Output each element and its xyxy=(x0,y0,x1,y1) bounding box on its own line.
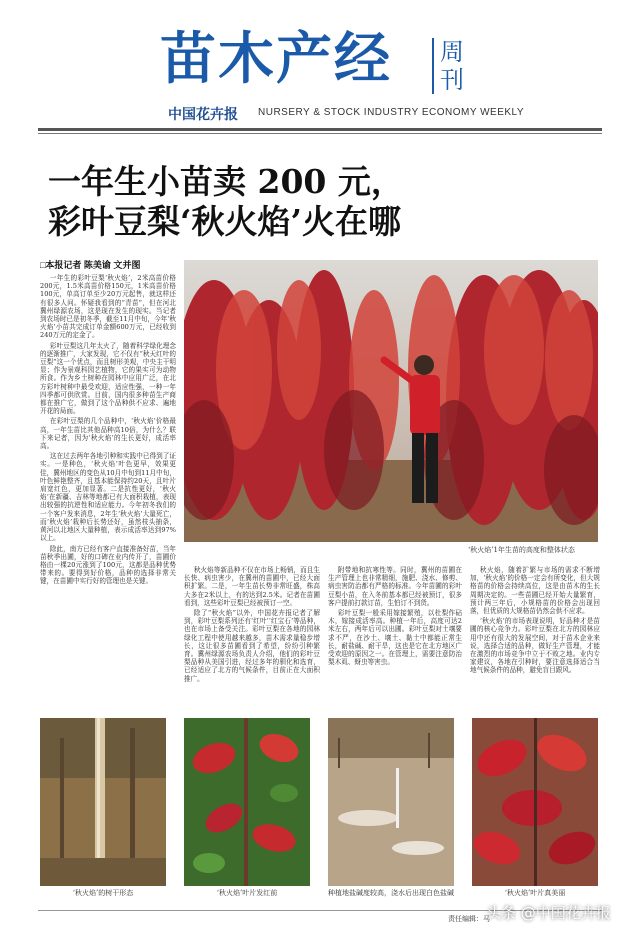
photo-red-leaves-illustration xyxy=(472,718,598,886)
photo-soil-caption: 种植地盐碱度较高，浇水后出现白色盐碱 xyxy=(328,889,454,897)
photo-leaves-illustration xyxy=(184,718,310,886)
paragraph: 彩叶豆梨这几年太火了，随着科学绿化理念的逐渐推广，大家发现，它不仅有“秋天红叶的豆梨”这一个优点，而且树形美观，中央主干明显；作为景观科园艺植物，它的果实可为动物所食。作为乡土树种在园林中应用广泛，在北方彩叶树种中最受欢迎，适应性强，一种一年四季都可供欣赏。目前，国内很多种苗生产商都在推广它，做到了这个品种供不应求、遍地开花的局面。 xyxy=(40,341,176,416)
header-rule xyxy=(38,128,602,131)
paragraph: 秋火焰，随着扩繁与市场的需求不断增加，‘秋火焰’的价格一定会有所变化，但大规格苗的价格会持续高位，这是由苗木的生长周期决定的。一些苗圃已经开始大量繁育，预计两三年后，小规格苗的价格会出现回落，但优质的大规格苗仍然会供不应求。 xyxy=(470,566,600,616)
text-column-1 xyxy=(40,274,176,710)
main-photo-red-saplings xyxy=(184,260,598,542)
photo-trunk-illustration xyxy=(40,718,166,886)
watermark: 头条 @中国花卉报 xyxy=(486,904,611,922)
photo-leaves-green xyxy=(184,718,310,886)
photo-leaves-caption: ‘秋火焰’叶片发红前 xyxy=(216,889,278,897)
paragraph: 除了“秋火焰”以外，中国花卉报记者了解到，彩叶豆梨系列还有‘红叶’‘红宝石’等品种，也在市场上备受关注。彩叶豆梨在各地的园林绿化工程中使用越来越多，苗木需求量稳步增长，这让很多苗圃看到了希望，纷纷引种繁育。冀州绿源农场负责人介绍，他们的彩叶豆梨品种从美国引进，经过多年的驯化和选育，已经适应了北方的气候条件，目前正在大面积推广。 xyxy=(184,609,320,683)
masthead-english: NURSERY & STOCK INDUSTRY ECONOMY WEEKLY xyxy=(258,107,525,118)
paragraph: 附带地和抗寒性等。同时，冀州的苗圃在生产管理上也非常精细，施肥、浇水、修剪、病虫害防治都有严格的标准。今年苗圃的彩叶豆梨小苗，在入冬前基本都已经被预订，很多客户提前打款订苗，生怕订不到货。 xyxy=(328,566,462,607)
article-headline xyxy=(48,162,404,242)
paragraph: ‘秋火焰’的市场表现说明，好品种才是苗圃的核心竞争力。彩叶豆梨在北方的园林应用中还有很大的发展空间，对于苗木企业来说，选择合适的品种，做好生产管理，才能在激烈的市场竞争中立于不败之地。业内专家建议，各地在引种时，要注意选择适合当地气候条件的品种，避免盲目跟风。 xyxy=(470,617,600,675)
paragraph: 秋火焰等新品种不仅在市场上畅销，而且生长快、病虫害少，在冀州的苗圃中，已经大面积扩繁。二是，一年生苗长势非常旺盛，株高大多在2米以上，有的达到2.5米。记者在苗圃看到，这些彩叶豆梨已经被预订一空。 xyxy=(184,566,320,607)
headline-line-2: 彩叶豆梨‘秋火焰’火在哪 xyxy=(48,202,401,241)
paragraph: 彩叶豆梨一般采用嫁接繁殖，以杜梨作砧木，嫁接成活率高。种植一年后，高度可达2米左右，两年后可以出圃。彩叶豆梨对土壤要求不严，在沙土、壤土、黏土中都能正常生长，耐盐碱、耐干旱，这也是它在北方地区广受欢迎的原因之一。在管理上，需要注意防治梨木虱、蚜虫等害虫。 xyxy=(328,609,462,667)
header-rule-thin xyxy=(38,133,602,134)
text-column-3 xyxy=(328,566,462,712)
newspaper-logo: 中国花卉报 xyxy=(168,107,238,123)
main-photo-illustration xyxy=(184,260,598,542)
photo-red-leaves-caption: ‘秋火焰’叶片真美丽 xyxy=(504,889,566,897)
paragraph: 这在过去两年各地引种和实践中已得到了证实。一是种色，‘秋火焰’叶色更早，效果更佳，冀州地区的变色从10月中旬到11月中旬，叶色鲜艳整齐，且基本能保持约20天，且叶片肩宽红色，更加显著。二是抗性更好，‘秋火焰’在新疆、吉林等地都已有大面积栽植，表现出较强的抗逆性和适应能力。今年初冬我们的一个客户发来消息，2年生‘秋火焰’大量死亡，而‘秋火焰’栽种后长势还好，虽然枝头抽条，黄河以北地区大量种植，表示成活率达到97%以上。 xyxy=(40,452,176,543)
photo-trunk-caption: ‘秋火焰’的树干形态 xyxy=(72,889,134,897)
text-column-2 xyxy=(184,566,320,712)
headline-line-1: 一年生小苗卖 200 元， xyxy=(48,162,404,201)
photo-saline-soil xyxy=(328,718,454,886)
photo-soil-illustration xyxy=(328,718,454,886)
masthead-weekly-label: 周刊 xyxy=(432,38,484,94)
photo-red-leaves xyxy=(472,718,598,886)
main-photo-caption: ‘秋火焰’1年生苗的高度和整体状态 xyxy=(468,546,575,554)
photo-trunk xyxy=(40,718,166,886)
paragraph: 除此，南方已经有客户直接准备好苗，当年苗秋季出圃，好的口碑在业内传开了，苗圃价格由一棵20元涨到了100元，这都是品种优势带来的。要得到好价格，品种的选择非常关键，在苗圃中实行好的管理也是关键。 xyxy=(40,544,176,586)
paragraph: 在彩叶豆梨的几个品种中，‘秋火焰’价格最高，一年生苗比其他品种高10倍，为什么？联下来记者，因为‘秋火焰’的生长更好，成活率高。 xyxy=(40,417,176,451)
editor-credit: 责任编辑：马 xyxy=(448,915,490,923)
byline: □本报记者 陈美谕 文并图 xyxy=(40,260,141,270)
masthead-title: 苗木产经 xyxy=(160,27,392,92)
paragraph: 一年生的彩叶豆梨‘秋火焰’，2米高苗价格200元，1.5米高苗价格150元，1米高苗价格100元，单高订单至少20万元起售，就这样还有很多人问。怀疑我看到的“青苗”，但在河北冀州绿源农场，这是现在发生的现实。当记者到农场时已是初冬季，截至11月中旬，今年‘秋火焰’小苗共完成订单金额600万元，已经收到240万元的定金了。 xyxy=(40,274,176,340)
text-column-4 xyxy=(470,566,600,712)
